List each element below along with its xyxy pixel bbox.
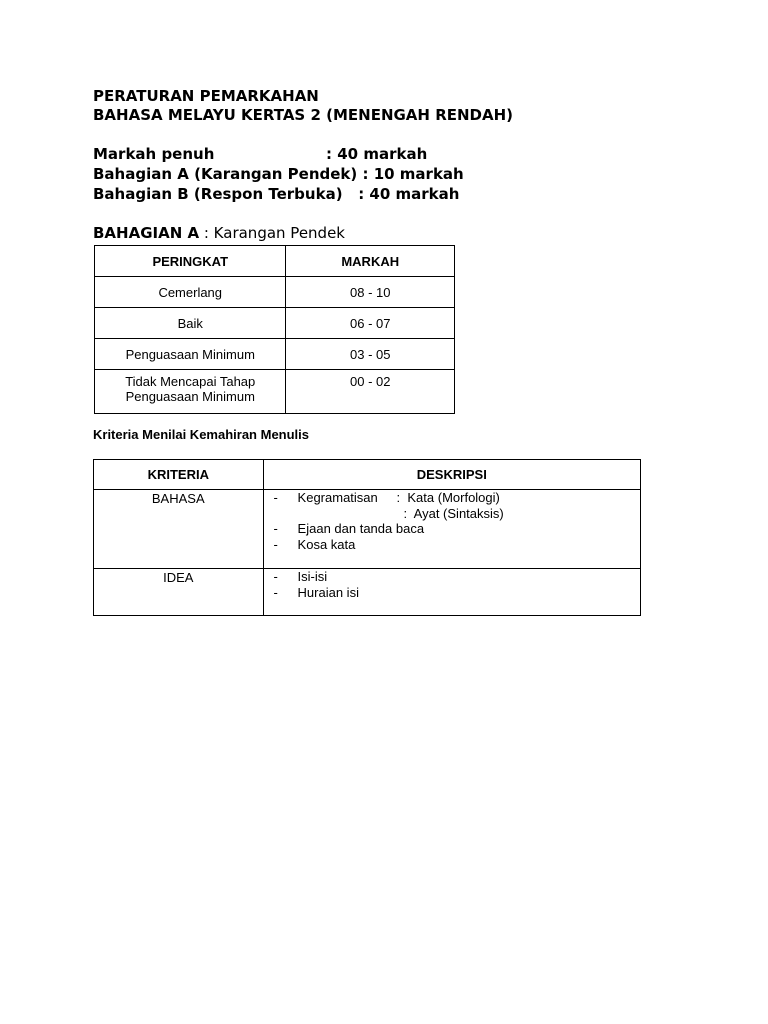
full-marks-value: : 40 markah — [326, 145, 428, 163]
column-header-marks: MARKAH — [286, 246, 455, 277]
full-marks-label: Markah penuh — [93, 145, 215, 163]
document-title-line-1: PERATURAN PEMARKAHAN — [93, 87, 319, 105]
column-header-criterion: KRITERIA — [94, 460, 264, 490]
criterion-cell: BAHASA — [94, 490, 264, 569]
marks-cell: 08 - 10 — [286, 277, 455, 308]
grade-marks-table — [94, 245, 455, 414]
list-item-label: Isi-isi — [297, 569, 328, 584]
level-cell: Baik — [95, 308, 286, 339]
part-a-marks-line — [93, 164, 464, 184]
full-marks-line — [93, 144, 427, 164]
list-item-subpoint: : Ayat (Sintaksis) — [403, 505, 504, 521]
level-cell: Penguasaan Minimum — [95, 339, 286, 370]
list-item — [264, 521, 640, 537]
table-row — [95, 370, 455, 414]
level-cell-line-1: Tidak Mencapai Tahap — [125, 374, 256, 389]
table-row — [95, 308, 455, 339]
list-item — [264, 585, 640, 601]
criteria-table — [93, 459, 641, 616]
list-dash: - — [273, 490, 278, 505]
list-dash: - — [273, 536, 278, 552]
description-cell — [263, 569, 640, 616]
criteria-caption: Kriteria Menilai Kemahiran Menulis — [93, 427, 310, 442]
list-item — [264, 569, 640, 585]
list-item-label: Ejaan dan tanda baca — [297, 521, 425, 536]
list-item-label: Huraian isi — [297, 584, 359, 600]
list-dash: - — [273, 584, 278, 600]
part-a-marks-label: Bahagian A (Karangan Pendek) — [93, 165, 358, 183]
criterion-cell: IDEA — [94, 569, 264, 616]
table-header-row — [95, 246, 455, 277]
level-cell: Cemerlang — [95, 277, 286, 308]
description-list — [264, 490, 640, 552]
table-row — [94, 569, 641, 616]
part-b-marks-line — [93, 184, 459, 204]
description-list — [264, 569, 640, 600]
list-item-subpoint: : Kata (Morfologi) — [396, 490, 500, 505]
marks-cell: 03 - 05 — [286, 339, 455, 370]
list-item-label: Kegramatisan — [297, 490, 378, 505]
section-a-heading-rest: : Karangan Pendek — [199, 224, 345, 242]
table-row — [94, 490, 641, 569]
part-b-marks-label: Bahagian B (Respon Terbuka) — [93, 185, 343, 203]
list-dash: - — [273, 521, 278, 536]
list-item-label: Kosa kata — [297, 536, 356, 552]
list-item — [264, 490, 640, 506]
marks-cell: 06 - 07 — [286, 308, 455, 339]
column-header-level: PERINGKAT — [95, 246, 286, 277]
list-item — [264, 537, 640, 553]
marks-cell: 00 - 02 — [286, 370, 455, 414]
table-header-row — [94, 460, 641, 490]
level-cell-line-2: Penguasaan Minimum — [125, 389, 255, 404]
list-dash: - — [273, 569, 278, 584]
column-header-description: DESKRIPSI — [263, 460, 640, 490]
table-row — [95, 339, 455, 370]
part-a-marks-value: : 10 markah — [357, 165, 464, 183]
document-title-line-2: BAHASA MELAYU KERTAS 2 (MENENGAH RENDAH) — [93, 106, 514, 124]
table-row — [95, 277, 455, 308]
level-cell — [95, 370, 286, 414]
description-cell — [263, 490, 640, 569]
part-b-marks-value: : 40 markah — [342, 185, 460, 203]
section-a-heading-bold: BAHAGIAN A — [93, 224, 200, 242]
section-a-heading — [93, 223, 345, 243]
